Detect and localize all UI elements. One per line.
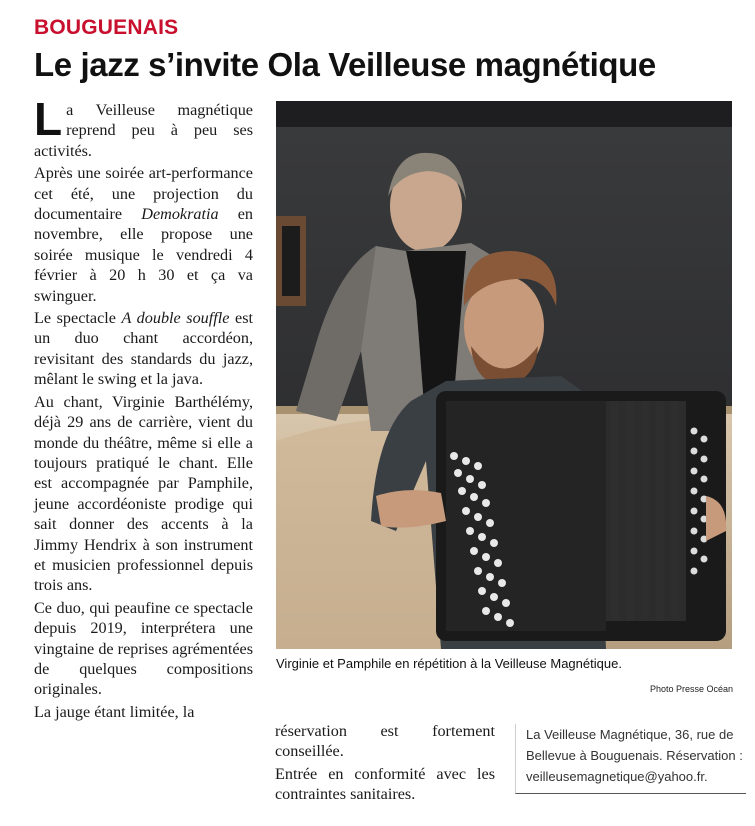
article-headline: Le jazz s’invite Ola Veilleuse magnétique — [34, 46, 656, 83]
film-title: Demokratia — [141, 205, 219, 224]
paragraph-intro — [34, 93, 253, 161]
practical-info-box — [515, 724, 746, 794]
paragraph-program — [34, 163, 253, 306]
article-column-2 — [275, 721, 495, 807]
paragraph-text: Le spectacle — [34, 309, 122, 328]
paragraph-show — [34, 308, 253, 390]
photo-credit: Photo Presse Océan — [649, 684, 733, 694]
paragraph-text: est un duo chant accordéon, revisitant des standards du jazz, mêlant le swing et la java. — [34, 309, 253, 389]
info-address-line: La Veilleuse Magnétique, 36, rue de — [526, 727, 734, 742]
paragraph-duo: Ce duo, qui peaufine ce spectacle depuis 2019, interprétera une vingtaine de reprises agrémentées de quelques compositions originales. — [34, 598, 253, 699]
info-reservation-line: Bellevue à Bouguenais. Réservation : — [526, 748, 743, 763]
paragraph-reservation: réservation est fortement conseillée. — [275, 722, 495, 761]
info-email[interactable]: veilleusemagnetique@yahoo.fr. — [526, 769, 708, 784]
show-title: A double souffle — [121, 309, 230, 328]
photo-caption: Virginie et Pamphile en répétition à la Veilleuse Magnétique. — [276, 656, 622, 671]
article-photo — [276, 101, 732, 649]
paragraph-text: Après une soirée art-performance cet été, une projection du documentaire — [34, 164, 253, 224]
drop-cap: L — [34, 93, 63, 145]
paragraph-intro-text: a Veilleuse magnétique reprend peu à peu ses activités. — [34, 101, 253, 160]
article-column-1 — [34, 93, 254, 724]
paragraph-sanitary: Entrée en conformité avec les contraintes sanitaires. — [275, 764, 495, 804]
paragraph-artists: Au chant, Virginie Barthélémy, déjà 29 ans de carrière, vient du monde du théâtre, même si elle a toujours pratiqué le chant. Elle est accompagnée par Pamphile, jeune accordéoniste prodige qui sait donner des accents à la Jimmy Hendrix à son instrument et musicien professionnel depuis trois ans. — [34, 392, 253, 595]
paragraph-capacity: La jauge étant limitée, la — [34, 702, 195, 721]
section-kicker: BOUGUENAIS — [34, 16, 179, 39]
paragraph-text: en novembre, elle propose une soirée musique le vendredi 4 février à 20 h 30 et ça va swinguer. — [34, 205, 254, 305]
